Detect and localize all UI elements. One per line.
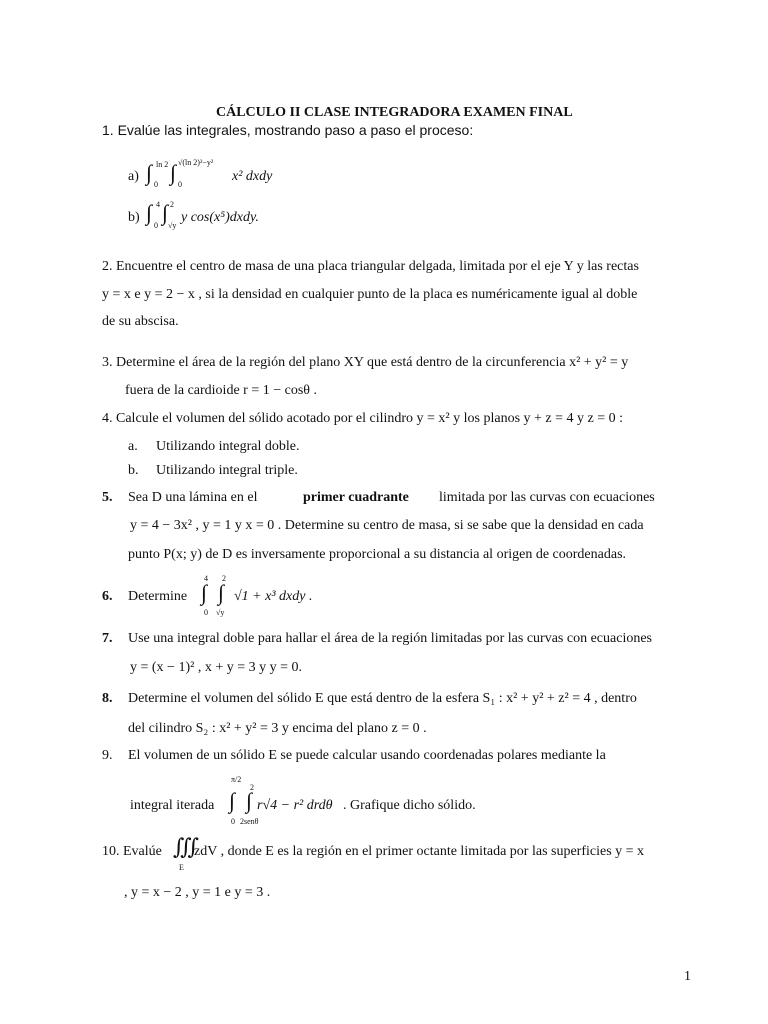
integrand: x² dxdy	[232, 169, 273, 184]
question-4-line-1: 4. Calcule el volumen del sólido acotado por el cilindro y = x² y los planos y + z = 4 y z = 0 :	[102, 411, 624, 426]
question-3-line-2: fuera de la cardioide r = 1 − cosθ .	[125, 383, 317, 398]
lower-limit-outer: 0	[154, 221, 158, 230]
upper-limit-outer: 4	[204, 574, 208, 583]
integral-sign-inner: ∫	[246, 788, 253, 813]
lower-limit-inner: 0	[178, 180, 182, 189]
question-9-number: 9.	[102, 748, 113, 763]
question-9-line-2-pre: integral iterada	[130, 798, 215, 813]
lower-limit-inner: 2senθ	[240, 817, 259, 826]
question-5-number: 5.	[102, 490, 113, 505]
integrand: √1 + x³ dxdy .	[234, 589, 313, 604]
triple-integral-sign: ∭	[173, 834, 200, 859]
question-2-line-1: 2. Encuentre el centro de masa de una placa triangular delgada, limitada por el eje Y y las rectas	[102, 259, 639, 274]
lower-limit-inner: √y	[216, 608, 225, 617]
question-1-intro: 1. Evalúe las integrales, mostrando paso a paso el proceso:	[102, 122, 474, 138]
question-8-line-2: del cilindro S₂ : x² + y² = 3 y encima del plano z = 0 .	[128, 721, 427, 736]
question-4b-label: b.	[128, 463, 139, 478]
upper-limit-inner: 2	[250, 783, 254, 792]
question-7-line-1: Use una integral doble para hallar el área de la región limitadas por las curvas con ecuaciones	[128, 631, 652, 646]
question-4a-label: a.	[128, 439, 138, 454]
region-label: E	[179, 863, 184, 872]
question-6-text: Determine	[128, 589, 188, 604]
question-5-bold-term: primer cuadrante	[303, 490, 409, 505]
integral-sign-outer: ∫	[229, 788, 236, 813]
question-6-number: 6.	[102, 589, 113, 604]
upper-limit-inner: 2	[170, 200, 174, 209]
upper-limit-inner: √(ln 2)²−y²	[178, 158, 214, 167]
upper-limit-outer: ln 2	[156, 160, 169, 169]
page-number: 1	[684, 969, 691, 984]
question-2-line-3: de su abscisa.	[102, 314, 179, 329]
upper-limit-inner: 2	[222, 574, 226, 583]
integral-sign-inner: ∫	[170, 160, 177, 185]
question-2-line-2: y = x e y = 2 − x , si la densidad en cualquier punto de la placa es numéricamente igual al doble	[102, 287, 638, 302]
lower-limit-outer: 0	[231, 817, 235, 826]
question-9-line-2-post: . Grafique dicho sólido.	[343, 798, 476, 813]
question-10-line-1-pre: 10. Evalúe	[102, 844, 162, 859]
lower-limit-outer: 0	[154, 180, 158, 189]
question-10-line-2: , y = x − 2 , y = 1 e y = 3 .	[124, 885, 271, 900]
question-4b-text: Utilizando integral triple.	[156, 463, 298, 478]
question-8-number: 8.	[102, 691, 113, 706]
question-7-number: 7.	[102, 631, 113, 646]
question-7-line-2: y = (x − 1)² , x + y = 3 y y = 0.	[130, 660, 302, 675]
question-4a-text: Utilizando integral doble.	[156, 439, 300, 454]
integral-sign-outer: ∫	[146, 200, 153, 225]
question-5-line-1-post: limitada por las curvas con ecuaciones	[439, 490, 655, 505]
lower-limit-inner: √y	[168, 221, 177, 230]
integral-sign-outer: ∫	[146, 160, 153, 185]
lower-limit-outer: 0	[204, 608, 208, 617]
question-5-line-3: punto P(x; y) de D es inversamente proporcional a su distancia al origen de coordenadas.	[128, 547, 627, 562]
question-5-line-2: y = 4 − 3x² , y = 1 y x = 0 . Determine su centro de masa, si se sabe que la densidad en cada	[130, 518, 644, 533]
question-8-line-1: Determine el volumen del sólido E que está dentro de la esfera S₁ : x² + y² + z² = 4 , dentro	[128, 691, 637, 706]
upper-limit-outer: π/2	[231, 775, 242, 784]
question-3-line-1: 3. Determine el área de la región del plano XY que está dentro de la circunferencia x² + y² = y	[102, 355, 629, 370]
integrand: r√4 − r² drdθ	[257, 798, 333, 813]
integral-sign-outer: ∫	[201, 580, 208, 605]
integral-sign-inner: ∫	[218, 580, 225, 605]
question-9-line-1: El volumen de un sólido E se puede calcular usando coordenadas polares mediante la	[128, 748, 606, 763]
item-label: a)	[128, 169, 139, 184]
item-label: b)	[128, 210, 140, 225]
question-10-line-1-post: zdV , donde E es la región en el primer octante limitada por las superficies y = x	[194, 844, 645, 859]
integrand: y cos(x⁵)dxdy.	[181, 210, 259, 225]
integral-sign-inner: ∫	[162, 200, 169, 225]
upper-limit-outer: 4	[156, 200, 160, 209]
question-5-line-1-pre: Sea D una lámina en el	[128, 490, 258, 505]
page-title: CÁLCULO II CLASE INTEGRADORA EXAMEN FINAL	[216, 105, 573, 120]
